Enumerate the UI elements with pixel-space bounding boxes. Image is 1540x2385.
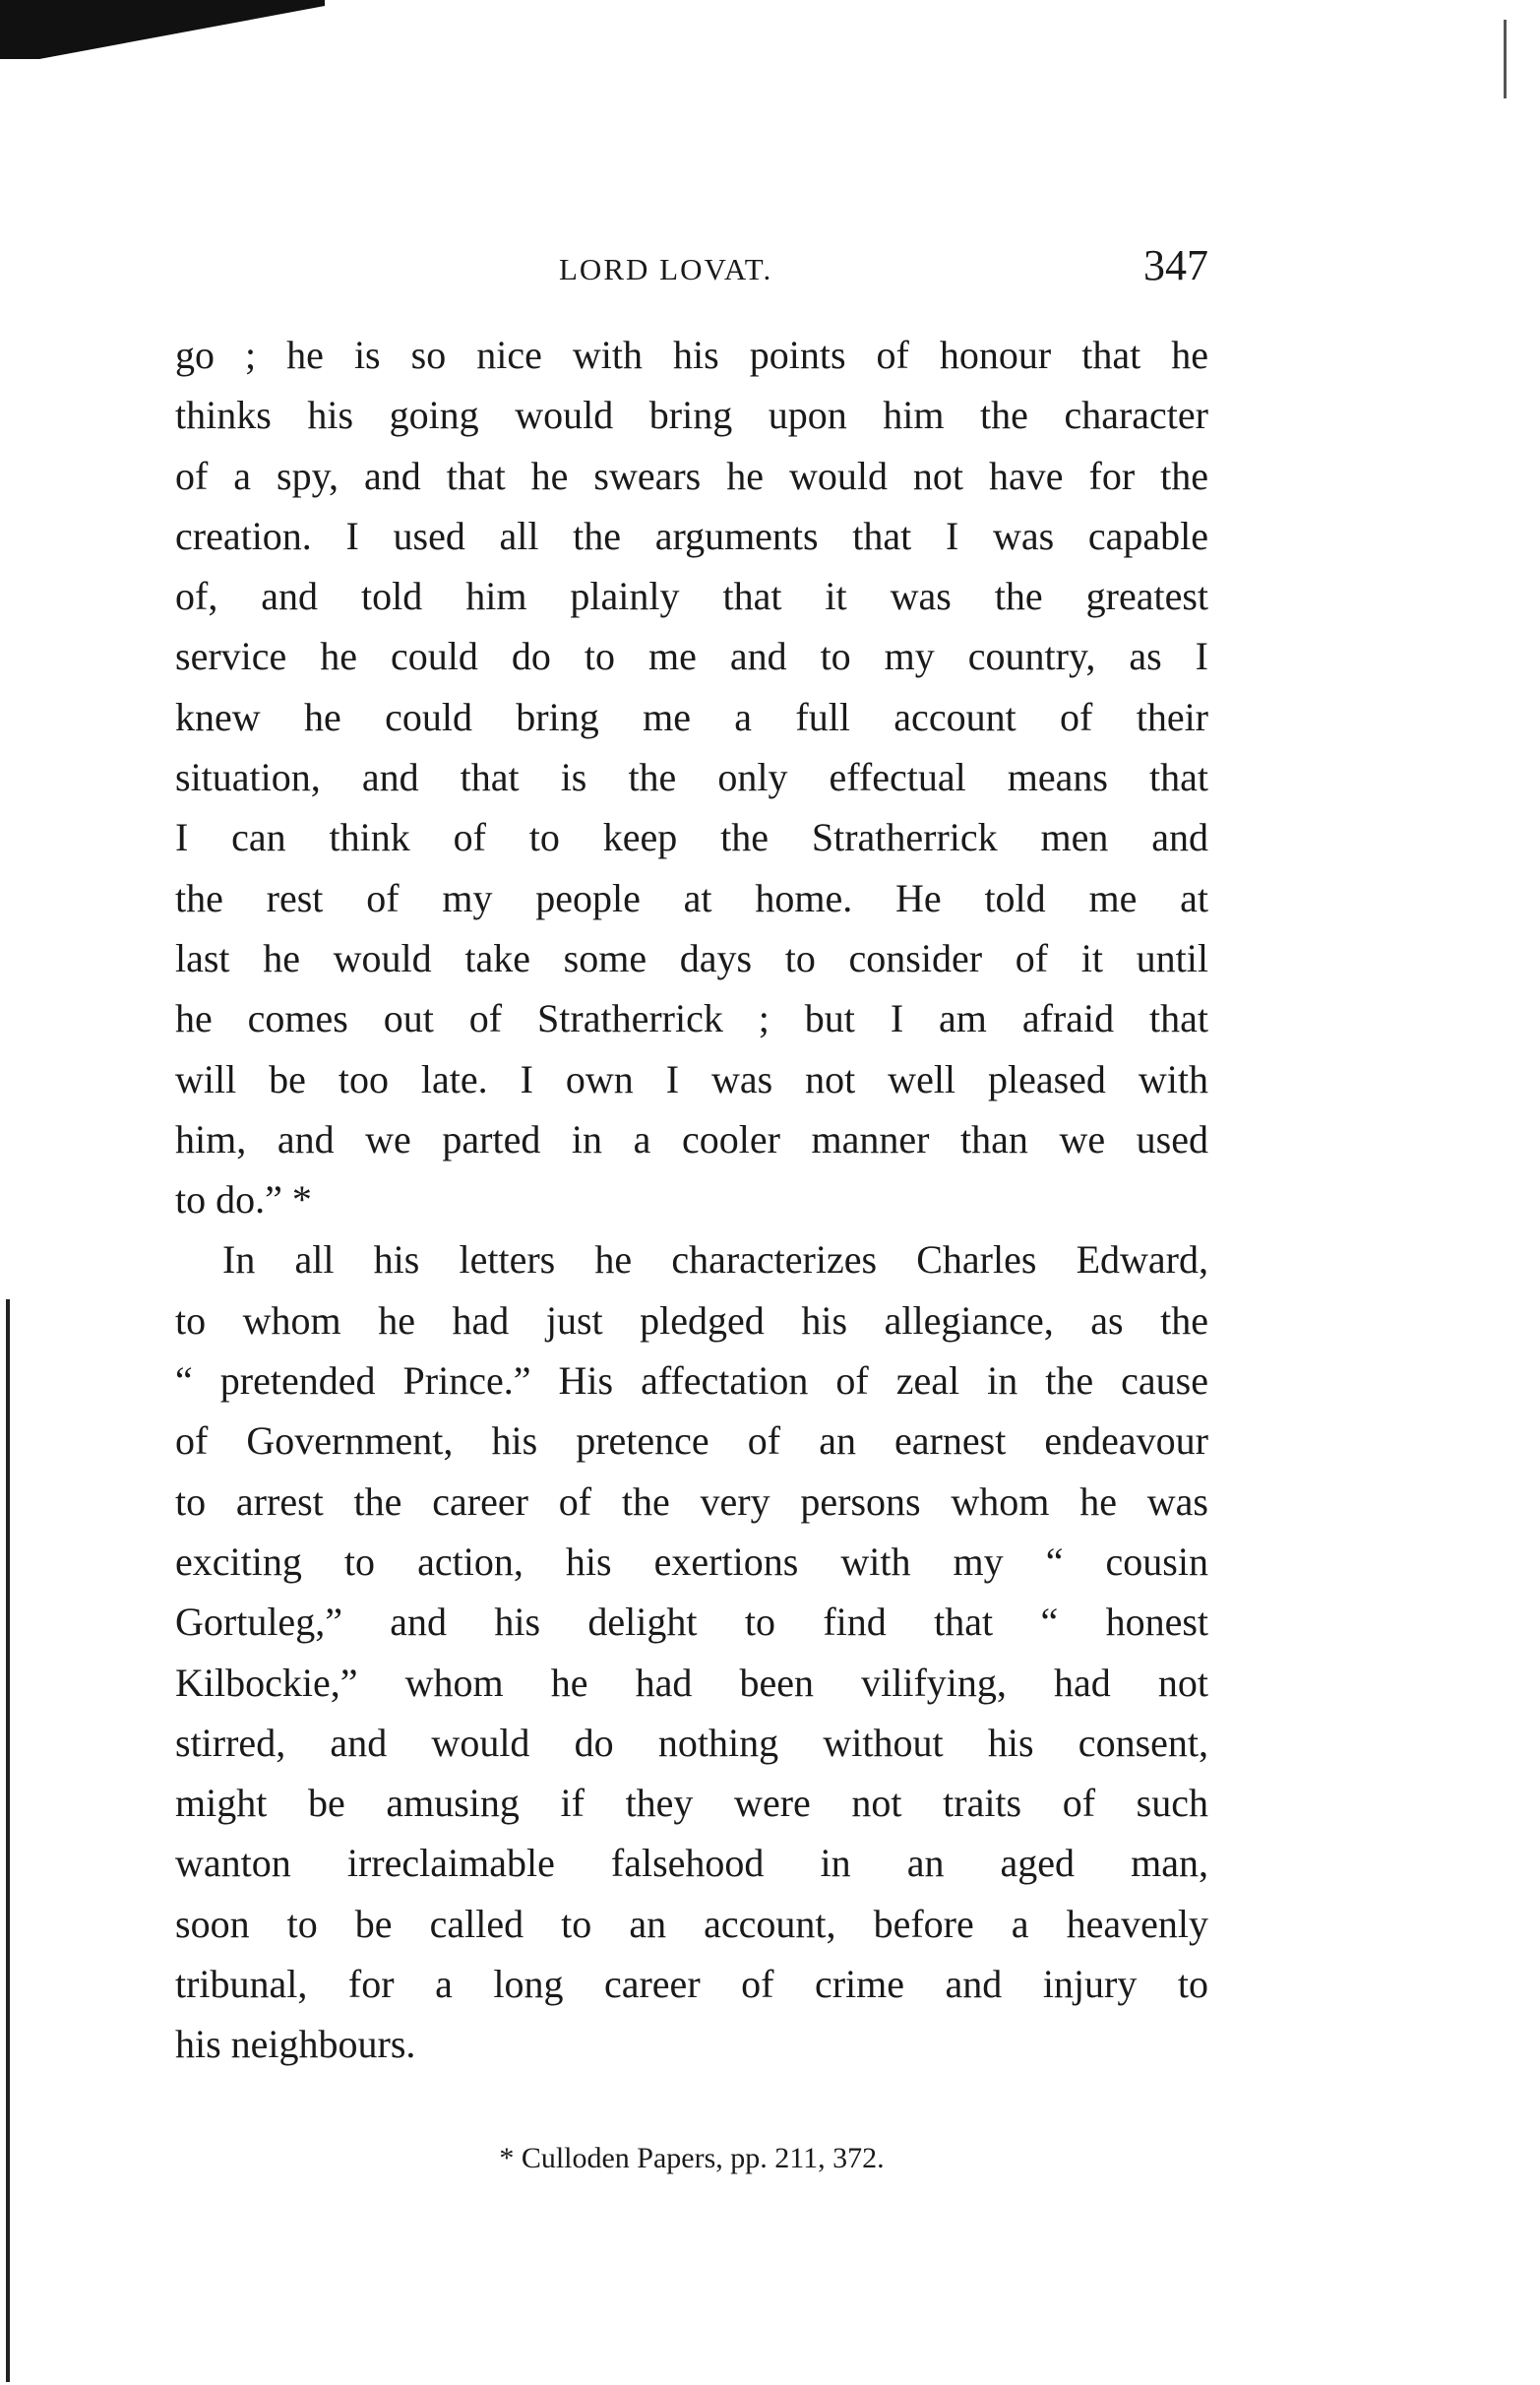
running-title: LORD LOVAT. xyxy=(559,252,773,286)
text-line: go ; he is so nice with his points of honour that he xyxy=(175,333,1208,377)
page-header xyxy=(175,240,1208,299)
text-line: might be amusing if they were not traits of such xyxy=(175,1781,1208,1826)
scan-corner-mark xyxy=(0,0,325,59)
text-line: exciting to action, his exertions with my “ cousin xyxy=(175,1538,1208,1584)
text-line: the rest of my people at home. He told me at xyxy=(175,875,1208,920)
text-line: to do.” * xyxy=(175,1177,312,1223)
text-line: I can think of to keep the Stratherrick men and xyxy=(175,815,1208,860)
scan-edge-line xyxy=(6,1299,10,2382)
text-line: of Government, his pretence of an earnest endeavour xyxy=(175,1418,1208,1464)
page-number: 347 xyxy=(1143,241,1208,289)
text-line: him, and we parted in a cooler manner than we used xyxy=(175,1116,1208,1161)
text-line: last he would take some days to consider of it until xyxy=(175,935,1208,980)
text-line: situation, and that is the only effectual means that xyxy=(175,755,1208,800)
text-line: he comes out of Stratherrick ; but I am afraid that xyxy=(175,996,1208,1041)
text-line: of, and told him plainly that it was the greatest xyxy=(175,574,1208,619)
text-line: knew he could bring me a full account of their xyxy=(175,694,1208,739)
text-line: of a spy, and that he swears he would not have for the xyxy=(175,453,1208,498)
text-line: his neighbours. xyxy=(175,2022,416,2067)
text-line: to arrest the career of the very persons whom he was xyxy=(175,1478,1208,1524)
text-line: to whom he had just pledged his allegiance, as the xyxy=(175,1297,1208,1343)
text-line: wanton irreclaimable falsehood in an aged man, xyxy=(175,1841,1208,1886)
text-line: service he could do to me and to my country, as I xyxy=(175,634,1208,679)
paragraph xyxy=(175,325,1208,1229)
text-line: thinks his going would bring upon him the character xyxy=(175,393,1208,438)
text-line: In all his letters he characterizes Charles Edward, xyxy=(222,1237,1208,1283)
body-text xyxy=(175,325,1208,2075)
text-line: soon to be called to an account, before a heavenly xyxy=(175,1901,1208,1946)
paragraph xyxy=(175,1229,1208,2074)
footnote: * Culloden Papers, pp. 211, 372. xyxy=(499,2142,885,2174)
text-line: will be too late. I own I was not well pleased with xyxy=(175,1056,1208,1101)
text-line: “ pretended Prince.” His affectation of zeal in the cause xyxy=(175,1358,1208,1404)
text-line: Gortuleg,” and his delight to find that “ honest xyxy=(175,1600,1208,1645)
scan-edge-line xyxy=(1504,20,1507,98)
text-line: tribunal, for a long career of crime and injury to xyxy=(175,1962,1208,2007)
text-line: Kilbockie,” whom he had been vilifying, had not xyxy=(175,1660,1208,1705)
text-line: stirred, and would do nothing without his consent, xyxy=(175,1720,1208,1765)
text-line: creation. I used all the arguments that I was capable xyxy=(175,513,1208,558)
